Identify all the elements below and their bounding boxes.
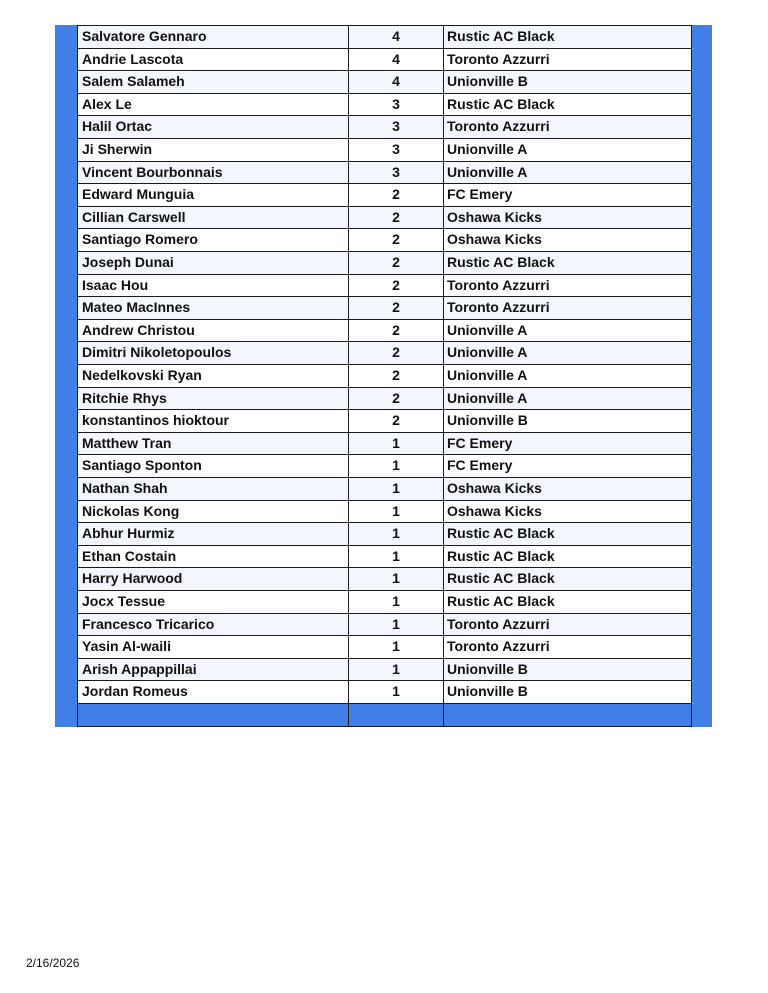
goals-cell: 2	[348, 274, 443, 297]
team-cell: Toronto Azzurri	[443, 635, 692, 658]
goals-cell: 2	[348, 319, 443, 342]
table-row	[55, 680, 712, 703]
player-name-cell: Ji Sherwin	[77, 138, 348, 161]
goals-cell: 2	[348, 409, 443, 432]
goals-cell: 1	[348, 500, 443, 523]
goals-cell: 2	[348, 364, 443, 387]
empty-row	[55, 703, 712, 726]
table-row	[55, 206, 712, 229]
goals-cell: 1	[348, 432, 443, 455]
goals-cell: 4	[348, 25, 443, 48]
team-cell: Toronto Azzurri	[443, 613, 692, 636]
table-row	[55, 70, 712, 93]
goals-cell: 2	[348, 251, 443, 274]
team-cell: Oshawa Kicks	[443, 206, 692, 229]
table-row	[55, 454, 712, 477]
empty-cell	[77, 703, 348, 726]
goals-cell: 2	[348, 228, 443, 251]
team-cell: FC Emery	[443, 183, 692, 206]
player-name-cell: Santiago Romero	[77, 228, 348, 251]
team-cell: Rustic AC Black	[443, 251, 692, 274]
team-cell: Rustic AC Black	[443, 590, 692, 613]
goals-cell: 2	[348, 341, 443, 364]
player-name-cell: Nedelkovski Ryan	[77, 364, 348, 387]
table-bottom-border	[77, 726, 692, 727]
goals-cell: 1	[348, 613, 443, 636]
table-row	[55, 48, 712, 71]
table-row	[55, 432, 712, 455]
goals-cell: 3	[348, 93, 443, 116]
player-name-cell: Andrew Christou	[77, 319, 348, 342]
team-cell: Rustic AC Black	[443, 93, 692, 116]
player-name-cell: Santiago Sponton	[77, 454, 348, 477]
team-cell: Unionville A	[443, 138, 692, 161]
player-name-cell: Halil Ortac	[77, 115, 348, 138]
table-row	[55, 409, 712, 432]
table-row	[55, 115, 712, 138]
table-row	[55, 296, 712, 319]
goals-cell: 1	[348, 658, 443, 681]
table-row	[55, 658, 712, 681]
player-name-cell: Francesco Tricarico	[77, 613, 348, 636]
table-row	[55, 183, 712, 206]
team-cell: FC Emery	[443, 432, 692, 455]
empty-cell	[348, 703, 443, 726]
player-name-cell: Isaac Hou	[77, 274, 348, 297]
goals-cell: 1	[348, 635, 443, 658]
player-name-cell: Ethan Costain	[77, 545, 348, 568]
table-row	[55, 635, 712, 658]
goals-cell: 3	[348, 115, 443, 138]
team-cell: Unionville A	[443, 341, 692, 364]
team-cell: Unionville B	[443, 680, 692, 703]
team-cell: FC Emery	[443, 454, 692, 477]
goals-cell: 1	[348, 545, 443, 568]
goals-cell: 1	[348, 680, 443, 703]
team-cell: Rustic AC Black	[443, 522, 692, 545]
player-name-cell: Yasin Al-waili	[77, 635, 348, 658]
team-cell: Unionville B	[443, 70, 692, 93]
table-row	[55, 477, 712, 500]
goals-cell: 3	[348, 138, 443, 161]
table-row	[55, 500, 712, 523]
empty-cell	[443, 703, 692, 726]
team-cell: Toronto Azzurri	[443, 274, 692, 297]
player-name-cell: Joseph Dunai	[77, 251, 348, 274]
goals-cell: 2	[348, 183, 443, 206]
player-name-cell: Arish Appappillai	[77, 658, 348, 681]
table-row	[55, 25, 712, 48]
table-row	[55, 251, 712, 274]
player-name-cell: Nathan Shah	[77, 477, 348, 500]
team-cell: Unionville A	[443, 364, 692, 387]
team-cell: Toronto Azzurri	[443, 115, 692, 138]
player-name-cell: konstantinos hioktour	[77, 409, 348, 432]
player-name-cell: Dimitri Nikoletopoulos	[77, 341, 348, 364]
goals-cell: 4	[348, 48, 443, 71]
player-name-cell: Matthew Tran	[77, 432, 348, 455]
team-cell: Rustic AC Black	[443, 25, 692, 48]
goals-cell: 1	[348, 567, 443, 590]
scorers-table	[55, 25, 712, 727]
table-row	[55, 545, 712, 568]
player-name-cell: Salvatore Gennaro	[77, 25, 348, 48]
table-row	[55, 590, 712, 613]
table-row	[55, 567, 712, 590]
goals-cell: 2	[348, 296, 443, 319]
goals-cell: 2	[348, 206, 443, 229]
team-cell: Rustic AC Black	[443, 545, 692, 568]
team-cell: Toronto Azzurri	[443, 48, 692, 71]
table-row	[55, 613, 712, 636]
goals-cell: 1	[348, 477, 443, 500]
player-name-cell: Harry Harwood	[77, 567, 348, 590]
goals-cell: 1	[348, 590, 443, 613]
goals-cell: 1	[348, 522, 443, 545]
table-row	[55, 364, 712, 387]
team-cell: Oshawa Kicks	[443, 228, 692, 251]
table-row	[55, 138, 712, 161]
player-name-cell: Jocx Tessue	[77, 590, 348, 613]
table-row	[55, 522, 712, 545]
player-name-cell: Mateo MacInnes	[77, 296, 348, 319]
player-name-cell: Salem Salameh	[77, 70, 348, 93]
table-row	[55, 161, 712, 184]
table-row	[55, 387, 712, 410]
team-cell: Oshawa Kicks	[443, 477, 692, 500]
print-date: 2/16/2026	[26, 956, 80, 970]
player-name-cell: Cillian Carswell	[77, 206, 348, 229]
team-cell: Rustic AC Black	[443, 567, 692, 590]
goals-cell: 2	[348, 387, 443, 410]
player-name-cell: Vincent Bourbonnais	[77, 161, 348, 184]
team-cell: Toronto Azzurri	[443, 296, 692, 319]
table-row	[55, 228, 712, 251]
player-name-cell: Andrie Lascota	[77, 48, 348, 71]
goals-cell: 3	[348, 161, 443, 184]
table-row	[55, 341, 712, 364]
player-name-cell: Abhur Hurmiz	[77, 522, 348, 545]
player-name-cell: Jordan Romeus	[77, 680, 348, 703]
table-row	[55, 274, 712, 297]
player-name-cell: Ritchie Rhys	[77, 387, 348, 410]
team-cell: Unionville B	[443, 409, 692, 432]
team-cell: Unionville A	[443, 319, 692, 342]
team-cell: Unionville A	[443, 161, 692, 184]
player-name-cell: Nickolas Kong	[77, 500, 348, 523]
team-cell: Oshawa Kicks	[443, 500, 692, 523]
goals-cell: 1	[348, 454, 443, 477]
team-cell: Unionville B	[443, 658, 692, 681]
player-name-cell: Alex Le	[77, 93, 348, 116]
table-row	[55, 93, 712, 116]
table-row	[55, 319, 712, 342]
goals-cell: 4	[348, 70, 443, 93]
team-cell: Unionville A	[443, 387, 692, 410]
player-name-cell: Edward Munguia	[77, 183, 348, 206]
